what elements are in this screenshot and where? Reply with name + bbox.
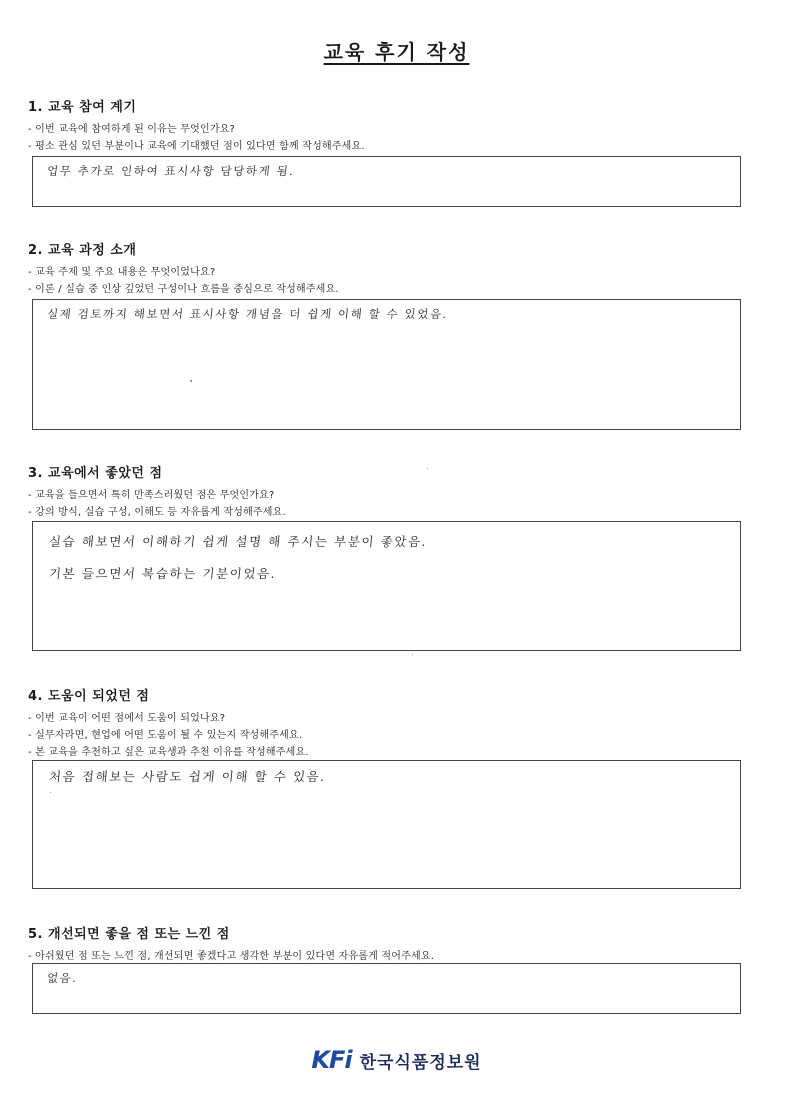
- scan-speck: [427, 468, 428, 469]
- section-heading: 3. 교육에서 좋았던 점: [28, 466, 163, 481]
- scan-speck: [412, 654, 413, 655]
- answer-box-3[interactable]: [32, 521, 741, 651]
- section-heading: 1. 교육 참여 계기: [28, 100, 137, 115]
- section-hint: - 실무자라면, 현업에 어떤 도움이 될 수 있는지 작성해주세요.: [28, 730, 303, 741]
- section-helpful-points: [28, 685, 748, 761]
- section-improvements: [28, 923, 748, 965]
- answer-box-2[interactable]: [32, 299, 741, 430]
- handwritten-answer: 실제 검토까지 해보면서 표시사항 개념을 더 쉽게 이해 할 수 있었음.: [46, 307, 449, 321]
- answer-box-4[interactable]: [32, 760, 741, 889]
- handwritten-answer: 기본 들으면서 복습하는 기분이었음.: [48, 566, 278, 581]
- section-hint: - 교육 주제 및 주요 내용은 무엇이었나요?: [28, 267, 216, 278]
- handwritten-answer: 실습 해보면서 이해하기 쉽게 설명 해 주시는 부분이 좋았음.: [48, 534, 429, 549]
- section-hint: - 교육을 들으면서 특히 만족스러웠던 점은 무엇인가요?: [28, 490, 275, 501]
- answer-box-1[interactable]: [32, 156, 741, 207]
- section-good-points: [28, 462, 748, 521]
- section-hint: - 평소 관심 있던 부분이나 교육에 기대했던 점이 있다면 함께 작성해주세요.: [28, 141, 365, 152]
- section-heading: 4. 도움이 되었던 점: [28, 689, 150, 704]
- handwritten-answer: 업무 추가로 인하여 표시사항 담당하게 됨.: [46, 164, 296, 178]
- section-course-introduction: [28, 239, 748, 298]
- section-heading: 2. 교육 과정 소개: [28, 243, 137, 258]
- handwritten-answer: 처음 접해보는 사람도 쉽게 이해 할 수 있음.: [48, 769, 327, 784]
- section-hint: - 아쉬웠던 점 또는 느낀 점, 개선되면 좋겠다고 생각한 부분이 있다면 자유롭게 적어주세요.: [28, 951, 435, 962]
- page-title: 교육 후기 작성: [323, 40, 470, 64]
- section-heading: 5. 개선되면 좋을 점 또는 느낀 점: [28, 927, 230, 942]
- handwritten-answer: 없음.: [46, 971, 79, 985]
- section-hint: - 강의 방식, 실습 구성, 이해도 등 자유롭게 작성해주세요.: [28, 507, 286, 518]
- answer-box-5[interactable]: [32, 963, 741, 1014]
- section-hint: - 본 교육을 추천하고 싶은 교육생과 추천 이유를 작성해주세요.: [28, 747, 309, 758]
- scan-speck: [50, 792, 51, 793]
- scan-speck: [190, 380, 192, 382]
- section-participation-reason: [28, 96, 748, 155]
- kfi-logo-mark: KFi: [311, 1046, 352, 1074]
- section-hint: - 이론 / 실습 중 인상 깊었던 구성이나 흐름을 중심으로 작성해주세요.: [28, 284, 339, 295]
- section-hint: - 이번 교육에 참여하게 된 이유는 무엇인가요?: [28, 124, 236, 135]
- kfi-logo: [0, 1046, 793, 1074]
- organization-name: 한국식품정보원: [359, 1052, 482, 1073]
- section-hint: - 이번 교육이 어떤 점에서 도움이 되었나요?: [28, 713, 226, 724]
